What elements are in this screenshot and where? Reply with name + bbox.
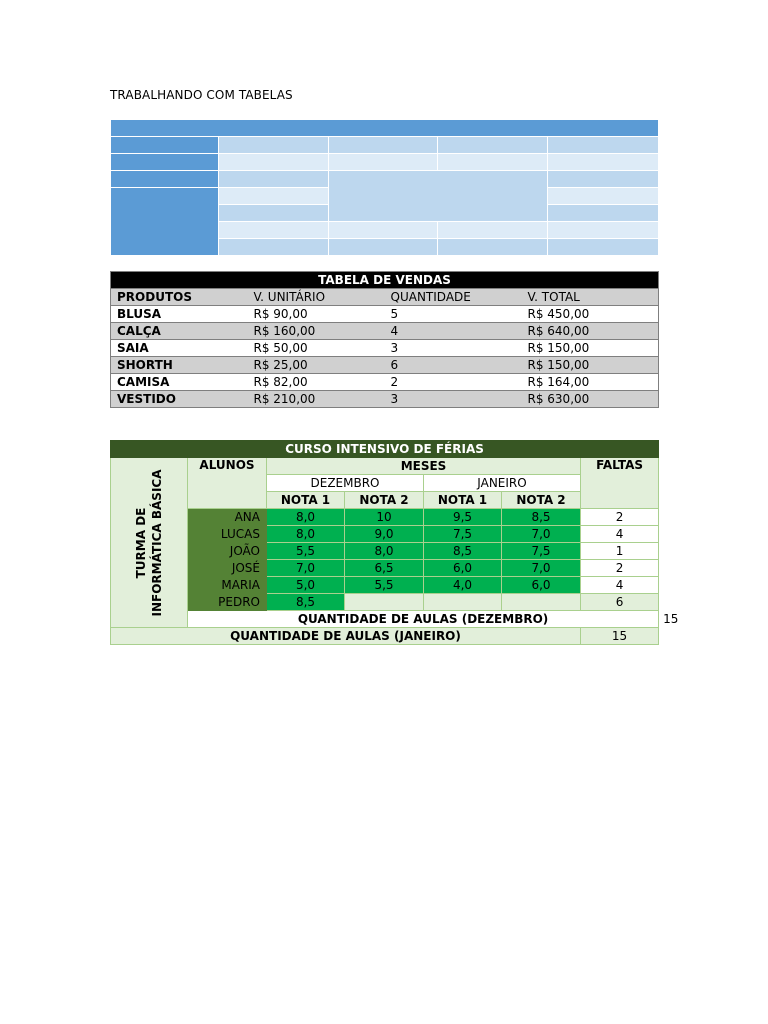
product-name: SAIA — [111, 340, 248, 357]
month-january: JANEIRO — [424, 475, 581, 492]
blank-cell — [329, 137, 438, 154]
summary-row: QUANTIDADE DE AULAS (DEZEMBRO) 15 — [111, 611, 659, 628]
grade-cell: 8,0 — [267, 526, 345, 543]
blank-cell — [438, 222, 548, 239]
grade-cell — [502, 594, 581, 611]
blank-cell — [219, 137, 329, 154]
summary-row — [111, 628, 659, 645]
student-name: JOSÉ — [188, 560, 267, 577]
total-price: R$ 150,00 — [522, 340, 659, 357]
blank-cell — [329, 222, 438, 239]
total-price: R$ 450,00 — [522, 306, 659, 323]
class-side-label — [111, 458, 188, 628]
unit-price: R$ 90,00 — [248, 306, 385, 323]
table-row — [111, 560, 659, 577]
grade-cell: 6,0 — [502, 577, 581, 594]
quantity: 3 — [385, 340, 522, 357]
column-header: QUANTIDADE — [385, 289, 522, 306]
table-row — [111, 594, 659, 611]
students-header: ALUNOS — [188, 458, 267, 509]
blank-cell — [548, 188, 659, 205]
blank-cell — [219, 239, 329, 256]
grade-cell: 6,0 — [424, 560, 502, 577]
unit-price: R$ 210,00 — [248, 391, 385, 408]
grade-cell: 4,0 — [424, 577, 502, 594]
side-label-line-1: TURMA DE — [134, 507, 148, 578]
blank-cell — [548, 239, 659, 256]
blank-cell — [438, 239, 548, 256]
total-price: R$ 640,00 — [522, 323, 659, 340]
side-label-line-2: INFORMÁTICA BÁSICA — [150, 469, 164, 616]
blank-merged-cell — [329, 171, 548, 222]
table-row — [111, 374, 659, 391]
sales-table-title: TABELA DE VENDAS — [111, 272, 659, 289]
grade-cell: 8,5 — [502, 509, 581, 526]
quantity: 4 — [385, 323, 522, 340]
grade-cell: 8,5 — [424, 543, 502, 560]
student-name: LUCAS — [188, 526, 267, 543]
table-row — [111, 340, 659, 357]
blank-label-cell — [111, 137, 219, 154]
grade-cell: 9,0 — [345, 526, 424, 543]
product-name: SHORTH — [111, 357, 248, 374]
blank-cell — [219, 222, 329, 239]
course-table — [110, 440, 679, 645]
absences-cell: 2 — [581, 560, 659, 577]
product-name: VESTIDO — [111, 391, 248, 408]
unit-price: R$ 50,00 — [248, 340, 385, 357]
quantity: 5 — [385, 306, 522, 323]
blank-cell — [438, 137, 548, 154]
grade-header: NOTA 1 — [424, 492, 502, 509]
blank-label-cell — [111, 154, 219, 171]
unit-price: R$ 160,00 — [248, 323, 385, 340]
student-name: JOÃO — [188, 543, 267, 560]
blank-cell — [219, 154, 329, 171]
absences-cell: 2 — [581, 509, 659, 526]
grade-cell: 6,5 — [345, 560, 424, 577]
grade-cell: 8,5 — [267, 594, 345, 611]
quantity: 2 — [385, 374, 522, 391]
grade-cell: 7,0 — [502, 560, 581, 577]
blank-cell — [329, 239, 438, 256]
classes-december-label: QUANTIDADE DE AULAS (DEZEMBRO) — [188, 611, 659, 628]
table-row — [111, 357, 659, 374]
blank-cell — [548, 205, 659, 222]
grade-cell — [424, 594, 502, 611]
grade-header: NOTA 2 — [345, 492, 424, 509]
blank-cell — [548, 171, 659, 188]
blank-cell — [219, 171, 329, 188]
product-name: CAMISA — [111, 374, 248, 391]
column-header: V. TOTAL — [522, 289, 659, 306]
total-price: R$ 630,00 — [522, 391, 659, 408]
month-december: DEZEMBRO — [267, 475, 424, 492]
product-name: CALÇA — [111, 323, 248, 340]
total-price: R$ 150,00 — [522, 357, 659, 374]
table-row — [111, 306, 659, 323]
absences-cell: 4 — [581, 526, 659, 543]
product-name: BLUSA — [111, 306, 248, 323]
unit-price: R$ 25,00 — [248, 357, 385, 374]
grade-cell — [345, 594, 424, 611]
absences-header: FALTAS — [581, 458, 659, 509]
months-header: MESES — [267, 458, 581, 475]
blank-header-row — [111, 120, 659, 137]
table-row — [111, 391, 659, 408]
blank-cell — [548, 137, 659, 154]
column-header: PRODUTOS — [111, 289, 248, 306]
grade-cell: 10 — [345, 509, 424, 526]
course-table-title: CURSO INTENSIVO DE FÉRIAS — [111, 441, 659, 458]
grade-cell: 7,0 — [502, 526, 581, 543]
blank-cell — [548, 154, 659, 171]
table-row — [111, 323, 659, 340]
grade-header: NOTA 1 — [267, 492, 345, 509]
blank-cell — [438, 154, 548, 171]
blank-cell — [219, 188, 329, 205]
blank-blue-table — [110, 119, 659, 256]
grade-cell: 5,5 — [267, 543, 345, 560]
grade-cell: 5,0 — [267, 577, 345, 594]
blank-cell — [219, 205, 329, 222]
column-header: V. UNITÁRIO — [248, 289, 385, 306]
absences-cell: 4 — [581, 577, 659, 594]
blank-cell — [548, 222, 659, 239]
table-row — [111, 543, 659, 560]
absences-cell: 1 — [581, 543, 659, 560]
blank-merged-label-cell — [111, 188, 219, 256]
quantity: 6 — [385, 357, 522, 374]
sales-table — [110, 271, 659, 408]
unit-price: R$ 82,00 — [248, 374, 385, 391]
absences-cell: 6 — [581, 594, 659, 611]
grade-cell: 7,5 — [502, 543, 581, 560]
grade-cell: 7,5 — [424, 526, 502, 543]
grade-header: NOTA 2 — [502, 492, 581, 509]
grade-cell: 8,0 — [267, 509, 345, 526]
grade-cell: 5,5 — [345, 577, 424, 594]
student-name: PEDRO — [188, 594, 267, 611]
blank-cell — [329, 154, 438, 171]
sales-header-row — [111, 289, 659, 306]
classes-january-label: QUANTIDADE DE AULAS (JANEIRO) — [111, 628, 581, 645]
grade-cell: 8,0 — [345, 543, 424, 560]
page-title: TRABALHANDO COM TABELAS — [110, 88, 293, 102]
blank-label-cell — [111, 171, 219, 188]
table-row — [111, 577, 659, 594]
grade-cell: 9,5 — [424, 509, 502, 526]
table-row — [111, 526, 659, 543]
student-name: ANA — [188, 509, 267, 526]
grade-cell: 7,0 — [267, 560, 345, 577]
student-name: MARIA — [188, 577, 267, 594]
quantity: 3 — [385, 391, 522, 408]
classes-january-value: 15 — [581, 628, 659, 645]
total-price: R$ 164,00 — [522, 374, 659, 391]
table-row — [111, 509, 659, 526]
